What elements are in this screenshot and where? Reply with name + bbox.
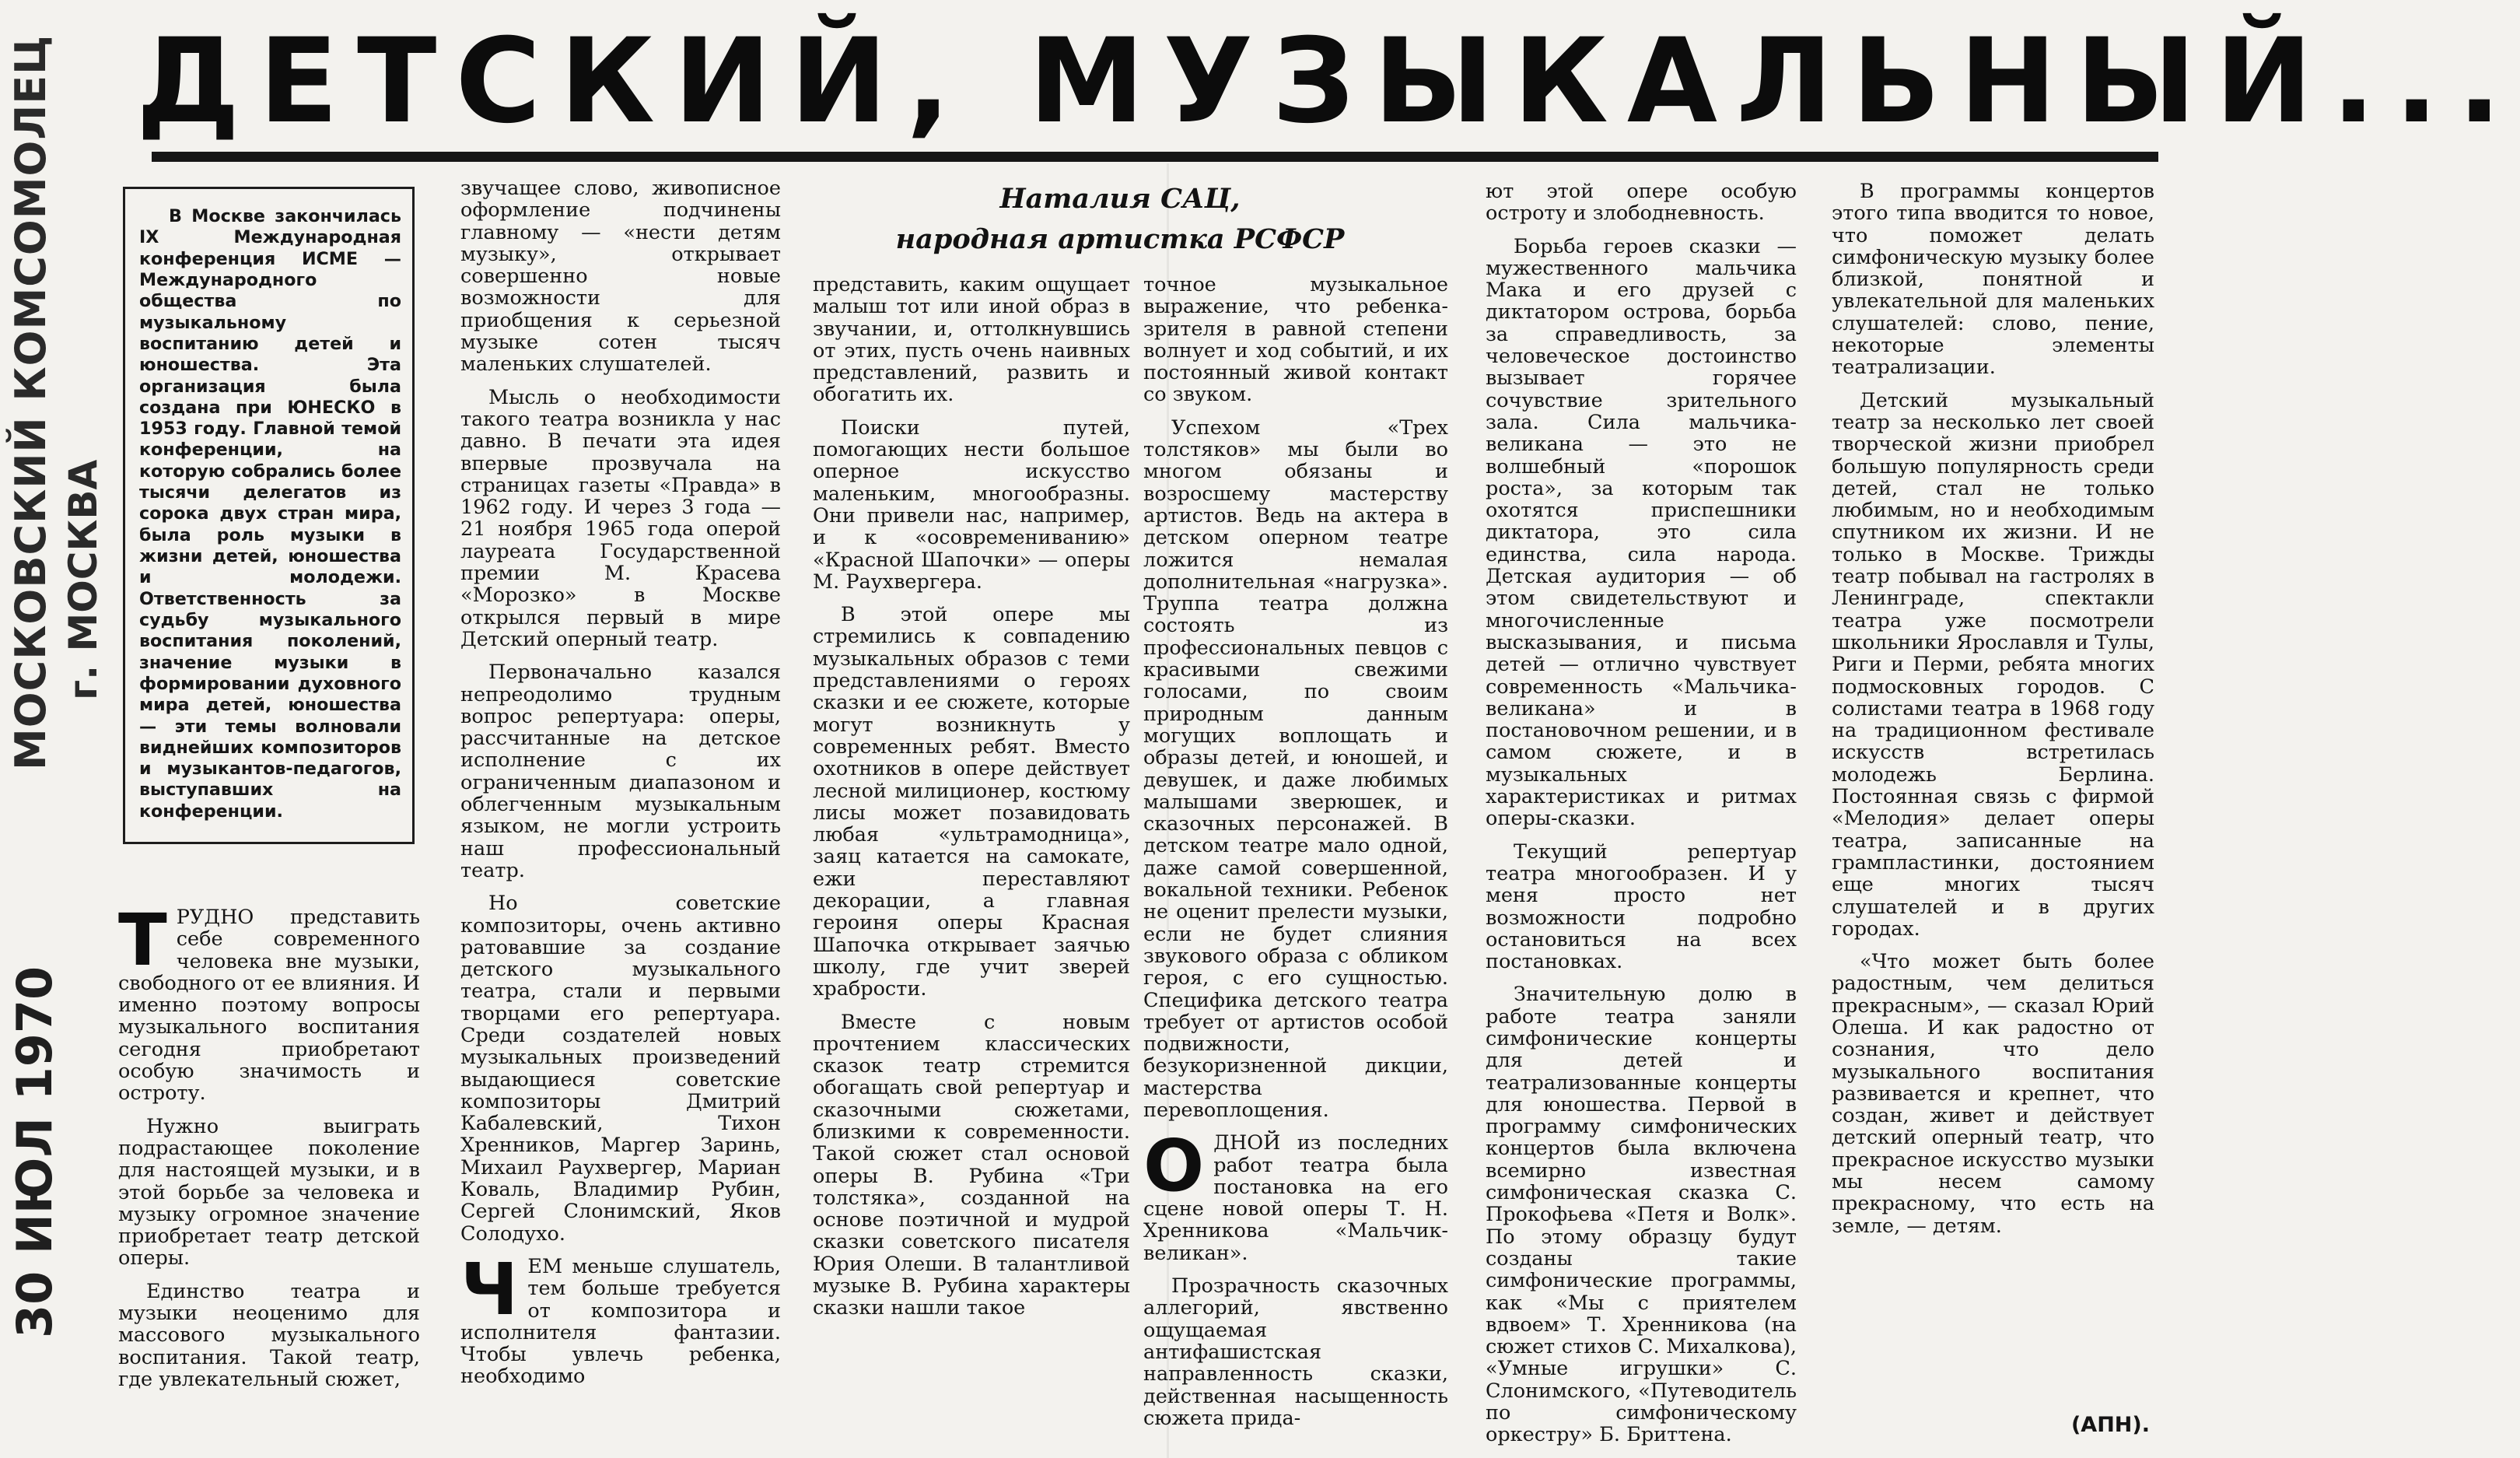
byline-author: Наталия САЦ,	[999, 183, 1241, 215]
stamp-city: г. МОСКВА	[61, 459, 106, 700]
paragraph: звучащее слово, живописное оформление подчинены главному — «нести детям музыку», открывает совершенно новые возможности для приобщения к серьезной музыке сотен тысяч маленьких слушателей.	[460, 177, 781, 377]
paragraph-text: ЕМ меньше слушатель, тем больше требуется от композитора и исполнителя фантазии. Чтобы увлечь ребенка, необходимо	[460, 1254, 781, 1389]
headline: ДЕТСКИЙ, МУЗЫКАЛЬНЫЙ...	[136, 14, 2520, 149]
paragraph: В этой опере мы стремились к совпадению музыкальных образов с теми представлениями о героях сказки и ее сюжете, которые могут возникнуть у современных ребят. Вместо охотников в опере действует лесной милиционер, костюму лисы может позавидовать любая «ультрамодница», заяц катается на самокате, ежи переставляют декорации, а главная героиня оперы Красная Шапочка открывает заячью школу, где учит зверей храбрости.	[813, 603, 1130, 1001]
paragraph-text: ДНОЙ из последних работ театра была постановка на его сцене новой оперы Т. Н. Хренникова «Мальчик-великан».	[1143, 1131, 1448, 1265]
byline-title: народная артистка РСФСР	[895, 223, 1345, 255]
paragraph: Детский музыкальный театр за несколько лет своей творческой жизни приобрел большую популярность среди детей, стал не только любимым, но и необходимым спутником их жизни. И не только в Москве. Трижды театр побывал на гастролях в Ленинграде, спектакли театра уже посмотрели школьники Ярославля и Тулы, Риги и Перми, ребята многих подмосковных городов. С солистами театра в 1968 году на традиционном фестивале искусств встретилась молодежь Берлина. Постоянная связь с фирмой «Мелодия» делает оперы театра, записанные на грампластинки, достоянием еще многих тысяч слушателей и в других городах.	[1832, 388, 2154, 941]
paragraph: В программы концертов этого типа вводится то новое, что поможет делать симфоническую музыку более близкой, понятной и увлекательной для маленьких слушателей: слово, пение, некоторые элементы театрализации.	[1832, 180, 2154, 380]
column-3	[813, 274, 1130, 1453]
paragraph: Единство театра и музыки неоценимо для массового музыкального воспитания. Такой театр, где увлекательный сюжет,	[118, 1279, 420, 1391]
intro-box	[123, 187, 415, 844]
paragraph: точное музыкальное выражение, что ребенка-зрителя в равной степени волнует и ход событий, и их постоянный живой контакт со звуком.	[1143, 273, 1448, 407]
stamp-publication: МОСКОВСКИЙ КОМСОМОЛЕЦ	[6, 34, 55, 770]
paragraph: Мысль о необходимости такого театра возникла у нас давно. В печати эта идея впервые прозвучала на страницах газеты «Правда» в 1962 году. И через 3 года — 21 ноября 1965 года оперой лауреата Государственной премии М. Красева «Морозко» в Москве открылся первый в мире Детский оперный театр.	[460, 385, 781, 651]
column-5	[1486, 180, 1797, 1453]
byline	[871, 179, 1369, 265]
paragraph	[460, 1247, 781, 1389]
paragraph: Поиски путей, помогающих нести большое оперное искусство маленьким, многообразны. Они привели нас, например, и к «осовремениванию» «Красной Шапочки» — оперы М. Раухвергера.	[813, 415, 1130, 594]
intro-text: В Москве закончилась IX Международная конференция ИСМЕ — Международного общества по музыкальному воспитанию детей и юношества. Эта организация была создана при ЮНЕСКО в 1953 году. Главной темой конференции, на которую собрались более тысячи делегатов из сорока двух стран мира, была роль музыки в жизни детей, юношества и молодежи. Ответственность за судьбу музыкального воспитания поколений, значение музыки в формировании духовного мира детей, юношества — эти темы волновали виднейших композиторов и музыкантов-педагогов, выступавших на конференции.	[139, 206, 401, 822]
drop-cap: Т	[118, 899, 167, 982]
paragraph: «Что может быть более радостным, чем делиться прекрасным», — сказал Юрий Олеша. И как радостно от сознания, что дело музыкального воспитания развивается и крепнет, что создан, живет и действует детский оперный театр, что прекрасное искусство музыки мы несем самому прекрасному, что есть на земле, — детям.	[1832, 950, 2154, 1238]
paragraph: Нужно выиграть подрастающее поколение для настоящей музыки, и в этой борьбе за человека и музыку огромное значение приобретает театр детской оперы.	[118, 1114, 420, 1270]
column-4	[1143, 274, 1448, 1453]
paragraph: Первоначально казался непреодолимо трудным вопрос репертуара: оперы, рассчитанные на детское исполнение с их ограниченным диапазоном и облегченным музыкальным языком, не могли устроить наш профессиональный театр.	[460, 661, 781, 882]
archive-stamp	[6, 34, 111, 1346]
drop-cap: Ч	[460, 1247, 519, 1331]
paragraph: Значительную долю в работе театра заняли симфонические концерты для детей и театрализованные концерты для юношества. Первой в программу симфонических концертов была включена всемирно известная симфоническая сказка С. Прокофьева «Петя и Волк». По этому образцу будут созданы такие симфонические программы, как «Мы с приятелем вдвоем» Т. Хренникова (на сюжет стихов С. Михалкова), «Умные игрушки» С. Слонимского, «Путеводитель по симфоническому оркестру» Б. Бриттена.	[1486, 983, 1797, 1447]
paragraph: Но советские композиторы, очень активно ратовавшие за создание детского музыкального театра, стали и первыми творцами его репертуара. Среди создателей новых музыкальных произведений выдающиеся советские композиторы Дмитрий Кабалевский, Тихон Хренников, Маргер Заринь, Михаил Раухвергер, Мариан Коваль, Владимир Рубин, Сергей Слонимский, Яков Солодухо.	[460, 892, 781, 1246]
column-6	[1832, 180, 2154, 1410]
paragraph	[118, 899, 420, 1106]
paragraph: ют этой опере особую остроту и злободневность.	[1486, 180, 1797, 226]
headline-rule	[152, 152, 2158, 162]
paragraph-text: РУДНО представить себе современного человека вне музыки, свободного от ее влияния. И именно поэтому вопросы музыкального воспитания сегодня приобретают особую значимость и остроту.	[118, 906, 420, 1106]
stamp-date: 30 ИЮЛ 1970	[6, 966, 63, 1338]
paragraph: Успехом «Трех толстяков» мы были во многом обязаны и возросшему мастерству артистов. Ведь на актера в детском оперном театре ложится немалая дополнительная «нагрузка». Труппа театра должна состоять из профессиональных певцов с красивыми свежими голосами, по своим природным данным могущих воплощать и образы детей, и юношей, и девушек, и даже любимых малышами зверюшек, и сказочных персонажей. В детском театре мало одной, даже самой совершенной, вокальной техники. Ребенок не оценит прелести музыки, если не будет слияния звукового образа с обликом героя, с его сущностью. Специфика детского театра требует от артистов особой подвижности, безукоризненной дикции, мастерства перевоплощения.	[1143, 415, 1448, 1122]
paragraph: представить, каким ощущает малыш тот или иной образ в звучании, и, оттолкнувшись от этих, пусть очень наивных представлений, развить и обогатить их.	[813, 273, 1130, 407]
paragraph: Прозрачность сказочных аллегорий, явственно ощущаемая антифашистская направленность сказки, действенная насыщенность сюжета прида-	[1143, 1274, 1448, 1430]
paragraph: Вместе с новым прочтением классических сказок театр стремится обогащать свой репертуар и сказочными сюжетами, близкими к современности. Такой сюжет стал основой оперы В. Рубина «Три толстяка», созданной на основе поэтичной и мудрой сказки советского писателя Юрия Олеши. В талантливой музыке В. Рубина характеры сказки нашли такое	[813, 1010, 1130, 1320]
agency-credit: (АПН).	[2070, 1413, 2150, 1437]
paragraph	[1143, 1124, 1448, 1265]
paragraph: Борьба героев сказки — мужественного мальчика Мака и его друзей с диктатором острова, борьба за справедливость, за человеческое достоинство вызывает горячее сочувствие зрительного зала. Сила мальчика-великана — это не волшебный «порошок роста», за которым так охотятся приспешники диктатора, это сила единства, сила народа. Детская аудитория — об этом свидетельствуют и многочисленные высказывания, и письма детей — отлично чувствует современность «Мальчика-великана» и в постановочном решении, и в самом сюжете, и в музыкальных характеристиках и ритмах оперы-сказки.	[1486, 234, 1797, 831]
column-1	[118, 899, 420, 1443]
paragraph: Текущий репертуар театра многообразен. И у меня просто нет возможности подробно остановиться на всех постановках.	[1486, 839, 1797, 974]
column-2	[460, 177, 781, 1453]
drop-cap: О	[1143, 1124, 1205, 1208]
